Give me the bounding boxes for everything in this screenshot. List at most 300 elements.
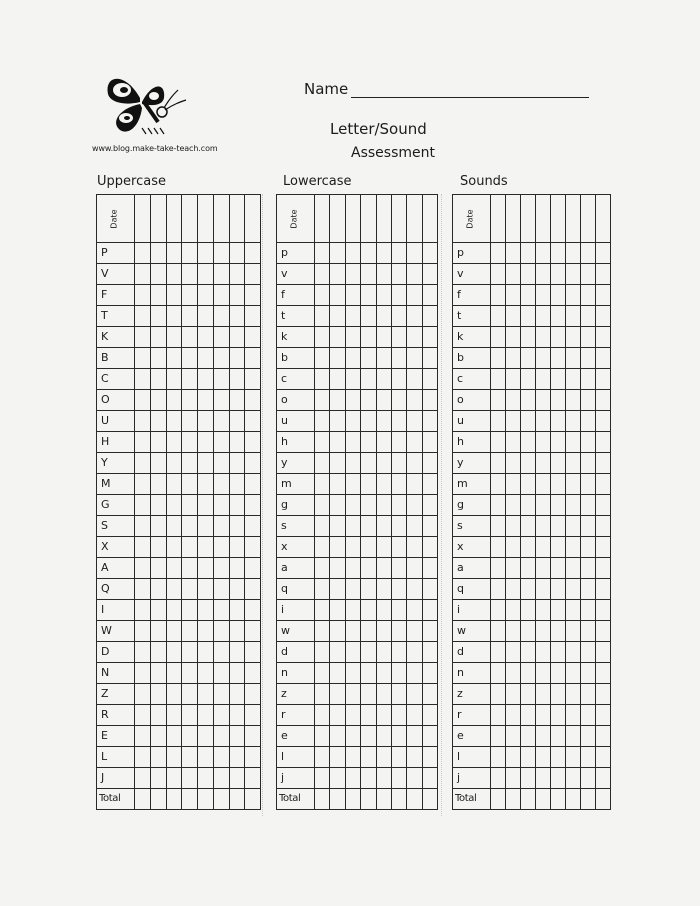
score-cell[interactable] xyxy=(361,264,376,285)
score-cell[interactable] xyxy=(596,558,611,579)
score-cell[interactable] xyxy=(229,348,245,369)
score-cell[interactable] xyxy=(551,348,566,369)
score-cell[interactable] xyxy=(213,474,229,495)
score-cell[interactable] xyxy=(551,558,566,579)
score-cell[interactable] xyxy=(407,285,422,306)
score-cell[interactable] xyxy=(182,495,198,516)
score-cell[interactable] xyxy=(506,495,521,516)
score-cell[interactable] xyxy=(391,348,406,369)
score-cell[interactable] xyxy=(150,243,166,264)
score-cell[interactable] xyxy=(330,705,345,726)
score-cell[interactable] xyxy=(551,474,566,495)
score-cell[interactable] xyxy=(391,705,406,726)
score-cell[interactable] xyxy=(596,642,611,663)
score-cell[interactable] xyxy=(491,453,506,474)
score-cell[interactable] xyxy=(166,747,182,768)
score-cell[interactable] xyxy=(330,264,345,285)
score-cell[interactable] xyxy=(315,537,330,558)
score-cell[interactable] xyxy=(135,789,151,810)
score-cell[interactable] xyxy=(166,537,182,558)
score-cell[interactable] xyxy=(422,264,437,285)
score-cell[interactable] xyxy=(135,768,151,789)
score-cell[interactable] xyxy=(581,663,596,684)
score-cell[interactable] xyxy=(506,516,521,537)
score-cell[interactable] xyxy=(330,495,345,516)
score-cell[interactable] xyxy=(135,726,151,747)
score-cell[interactable] xyxy=(361,726,376,747)
score-cell[interactable] xyxy=(315,369,330,390)
score-cell[interactable] xyxy=(551,642,566,663)
date-cell[interactable] xyxy=(506,195,521,243)
score-cell[interactable] xyxy=(491,264,506,285)
score-cell[interactable] xyxy=(182,642,198,663)
score-cell[interactable] xyxy=(166,411,182,432)
score-cell[interactable] xyxy=(361,579,376,600)
score-cell[interactable] xyxy=(245,516,261,537)
score-cell[interactable] xyxy=(213,768,229,789)
score-cell[interactable] xyxy=(166,663,182,684)
score-cell[interactable] xyxy=(376,285,391,306)
score-cell[interactable] xyxy=(521,453,536,474)
score-cell[interactable] xyxy=(345,516,360,537)
score-cell[interactable] xyxy=(315,600,330,621)
score-cell[interactable] xyxy=(150,390,166,411)
score-cell[interactable] xyxy=(229,306,245,327)
score-cell[interactable] xyxy=(198,558,214,579)
score-cell[interactable] xyxy=(229,411,245,432)
score-cell[interactable] xyxy=(361,600,376,621)
score-cell[interactable] xyxy=(345,705,360,726)
score-cell[interactable] xyxy=(213,747,229,768)
score-cell[interactable] xyxy=(150,495,166,516)
score-cell[interactable] xyxy=(198,579,214,600)
score-cell[interactable] xyxy=(491,684,506,705)
score-cell[interactable] xyxy=(315,411,330,432)
name-line[interactable] xyxy=(351,97,589,98)
score-cell[interactable] xyxy=(596,726,611,747)
score-cell[interactable] xyxy=(596,306,611,327)
date-cell[interactable] xyxy=(551,195,566,243)
score-cell[interactable] xyxy=(166,621,182,642)
score-cell[interactable] xyxy=(407,474,422,495)
score-cell[interactable] xyxy=(596,663,611,684)
date-cell[interactable] xyxy=(213,195,229,243)
score-cell[interactable] xyxy=(245,726,261,747)
score-cell[interactable] xyxy=(407,726,422,747)
score-cell[interactable] xyxy=(345,264,360,285)
score-cell[interactable] xyxy=(536,600,551,621)
score-cell[interactable] xyxy=(581,537,596,558)
score-cell[interactable] xyxy=(245,537,261,558)
score-cell[interactable] xyxy=(566,243,581,264)
score-cell[interactable] xyxy=(245,663,261,684)
date-cell[interactable] xyxy=(182,195,198,243)
score-cell[interactable] xyxy=(213,663,229,684)
score-cell[interactable] xyxy=(361,621,376,642)
score-cell[interactable] xyxy=(581,768,596,789)
score-cell[interactable] xyxy=(491,243,506,264)
score-cell[interactable] xyxy=(330,642,345,663)
score-cell[interactable] xyxy=(536,327,551,348)
score-cell[interactable] xyxy=(166,558,182,579)
score-cell[interactable] xyxy=(229,285,245,306)
score-cell[interactable] xyxy=(166,369,182,390)
score-cell[interactable] xyxy=(330,369,345,390)
score-cell[interactable] xyxy=(245,348,261,369)
score-cell[interactable] xyxy=(182,264,198,285)
score-cell[interactable] xyxy=(213,453,229,474)
score-cell[interactable] xyxy=(166,642,182,663)
score-cell[interactable] xyxy=(506,579,521,600)
score-cell[interactable] xyxy=(361,495,376,516)
score-cell[interactable] xyxy=(330,579,345,600)
score-cell[interactable] xyxy=(315,285,330,306)
score-cell[interactable] xyxy=(391,600,406,621)
score-cell[interactable] xyxy=(407,537,422,558)
score-cell[interactable] xyxy=(506,390,521,411)
score-cell[interactable] xyxy=(166,243,182,264)
score-cell[interactable] xyxy=(566,264,581,285)
score-cell[interactable] xyxy=(376,453,391,474)
score-cell[interactable] xyxy=(330,789,345,810)
score-cell[interactable] xyxy=(391,327,406,348)
score-cell[interactable] xyxy=(581,348,596,369)
date-cell[interactable] xyxy=(391,195,406,243)
score-cell[interactable] xyxy=(330,411,345,432)
score-cell[interactable] xyxy=(391,243,406,264)
score-cell[interactable] xyxy=(361,453,376,474)
score-cell[interactable] xyxy=(407,327,422,348)
score-cell[interactable] xyxy=(407,663,422,684)
score-cell[interactable] xyxy=(596,768,611,789)
score-cell[interactable] xyxy=(198,474,214,495)
score-cell[interactable] xyxy=(376,495,391,516)
score-cell[interactable] xyxy=(135,453,151,474)
score-cell[interactable] xyxy=(491,705,506,726)
score-cell[interactable] xyxy=(491,537,506,558)
score-cell[interactable] xyxy=(566,579,581,600)
score-cell[interactable] xyxy=(566,642,581,663)
score-cell[interactable] xyxy=(551,537,566,558)
score-cell[interactable] xyxy=(407,705,422,726)
score-cell[interactable] xyxy=(150,684,166,705)
score-cell[interactable] xyxy=(581,306,596,327)
score-cell[interactable] xyxy=(229,243,245,264)
score-cell[interactable] xyxy=(198,768,214,789)
score-cell[interactable] xyxy=(596,369,611,390)
score-cell[interactable] xyxy=(135,705,151,726)
score-cell[interactable] xyxy=(345,348,360,369)
score-cell[interactable] xyxy=(150,369,166,390)
score-cell[interactable] xyxy=(506,747,521,768)
score-cell[interactable] xyxy=(491,495,506,516)
score-cell[interactable] xyxy=(229,684,245,705)
score-cell[interactable] xyxy=(315,768,330,789)
score-cell[interactable] xyxy=(491,558,506,579)
score-cell[interactable] xyxy=(491,600,506,621)
score-cell[interactable] xyxy=(330,663,345,684)
score-cell[interactable] xyxy=(407,747,422,768)
score-cell[interactable] xyxy=(150,726,166,747)
score-cell[interactable] xyxy=(198,600,214,621)
score-cell[interactable] xyxy=(229,789,245,810)
score-cell[interactable] xyxy=(491,516,506,537)
score-cell[interactable] xyxy=(213,705,229,726)
score-cell[interactable] xyxy=(566,495,581,516)
score-cell[interactable] xyxy=(551,516,566,537)
score-cell[interactable] xyxy=(229,495,245,516)
score-cell[interactable] xyxy=(150,705,166,726)
score-cell[interactable] xyxy=(345,411,360,432)
score-cell[interactable] xyxy=(166,579,182,600)
score-cell[interactable] xyxy=(315,789,330,810)
score-cell[interactable] xyxy=(581,600,596,621)
score-cell[interactable] xyxy=(182,579,198,600)
score-cell[interactable] xyxy=(596,600,611,621)
score-cell[interactable] xyxy=(315,642,330,663)
score-cell[interactable] xyxy=(506,558,521,579)
score-cell[interactable] xyxy=(376,684,391,705)
score-cell[interactable] xyxy=(198,369,214,390)
score-cell[interactable] xyxy=(491,327,506,348)
score-cell[interactable] xyxy=(315,243,330,264)
score-cell[interactable] xyxy=(422,663,437,684)
score-cell[interactable] xyxy=(166,285,182,306)
score-cell[interactable] xyxy=(135,432,151,453)
score-cell[interactable] xyxy=(566,663,581,684)
score-cell[interactable] xyxy=(245,600,261,621)
score-cell[interactable] xyxy=(551,495,566,516)
date-cell[interactable] xyxy=(150,195,166,243)
score-cell[interactable] xyxy=(536,789,551,810)
score-cell[interactable] xyxy=(229,453,245,474)
score-cell[interactable] xyxy=(536,474,551,495)
score-cell[interactable] xyxy=(521,243,536,264)
score-cell[interactable] xyxy=(345,621,360,642)
score-cell[interactable] xyxy=(198,789,214,810)
score-cell[interactable] xyxy=(166,474,182,495)
score-cell[interactable] xyxy=(521,537,536,558)
score-cell[interactable] xyxy=(229,621,245,642)
score-cell[interactable] xyxy=(229,579,245,600)
score-cell[interactable] xyxy=(422,432,437,453)
score-cell[interactable] xyxy=(391,264,406,285)
score-cell[interactable] xyxy=(376,789,391,810)
score-cell[interactable] xyxy=(135,264,151,285)
score-cell[interactable] xyxy=(315,579,330,600)
score-cell[interactable] xyxy=(182,768,198,789)
score-cell[interactable] xyxy=(391,285,406,306)
date-cell[interactable] xyxy=(536,195,551,243)
score-cell[interactable] xyxy=(506,768,521,789)
score-cell[interactable] xyxy=(182,747,198,768)
score-cell[interactable] xyxy=(391,495,406,516)
score-cell[interactable] xyxy=(345,726,360,747)
score-cell[interactable] xyxy=(376,243,391,264)
score-cell[interactable] xyxy=(315,558,330,579)
score-cell[interactable] xyxy=(566,621,581,642)
score-cell[interactable] xyxy=(213,432,229,453)
score-cell[interactable] xyxy=(361,537,376,558)
score-cell[interactable] xyxy=(596,243,611,264)
score-cell[interactable] xyxy=(491,789,506,810)
score-cell[interactable] xyxy=(596,621,611,642)
date-cell[interactable] xyxy=(135,195,151,243)
score-cell[interactable] xyxy=(229,264,245,285)
score-cell[interactable] xyxy=(361,474,376,495)
score-cell[interactable] xyxy=(536,621,551,642)
score-cell[interactable] xyxy=(245,684,261,705)
score-cell[interactable] xyxy=(198,264,214,285)
score-cell[interactable] xyxy=(213,642,229,663)
score-cell[interactable] xyxy=(315,621,330,642)
score-cell[interactable] xyxy=(596,537,611,558)
score-cell[interactable] xyxy=(135,390,151,411)
score-cell[interactable] xyxy=(407,789,422,810)
score-cell[interactable] xyxy=(422,558,437,579)
score-cell[interactable] xyxy=(581,558,596,579)
score-cell[interactable] xyxy=(521,264,536,285)
score-cell[interactable] xyxy=(422,516,437,537)
score-cell[interactable] xyxy=(422,747,437,768)
score-cell[interactable] xyxy=(521,474,536,495)
score-cell[interactable] xyxy=(245,327,261,348)
score-cell[interactable] xyxy=(361,306,376,327)
score-cell[interactable] xyxy=(245,264,261,285)
score-cell[interactable] xyxy=(491,369,506,390)
score-cell[interactable] xyxy=(315,306,330,327)
score-cell[interactable] xyxy=(345,579,360,600)
score-cell[interactable] xyxy=(135,369,151,390)
score-cell[interactable] xyxy=(330,285,345,306)
score-cell[interactable] xyxy=(422,411,437,432)
score-cell[interactable] xyxy=(407,264,422,285)
score-cell[interactable] xyxy=(422,390,437,411)
score-cell[interactable] xyxy=(150,600,166,621)
score-cell[interactable] xyxy=(536,348,551,369)
score-cell[interactable] xyxy=(536,663,551,684)
score-cell[interactable] xyxy=(581,495,596,516)
score-cell[interactable] xyxy=(315,453,330,474)
score-cell[interactable] xyxy=(407,369,422,390)
score-cell[interactable] xyxy=(521,789,536,810)
score-cell[interactable] xyxy=(566,558,581,579)
score-cell[interactable] xyxy=(407,495,422,516)
score-cell[interactable] xyxy=(422,369,437,390)
score-cell[interactable] xyxy=(150,516,166,537)
score-cell[interactable] xyxy=(536,243,551,264)
score-cell[interactable] xyxy=(245,768,261,789)
score-cell[interactable] xyxy=(330,768,345,789)
date-cell[interactable] xyxy=(407,195,422,243)
score-cell[interactable] xyxy=(521,432,536,453)
score-cell[interactable] xyxy=(551,579,566,600)
score-cell[interactable] xyxy=(245,285,261,306)
score-cell[interactable] xyxy=(345,474,360,495)
score-cell[interactable] xyxy=(198,642,214,663)
date-cell[interactable] xyxy=(581,195,596,243)
score-cell[interactable] xyxy=(391,789,406,810)
score-cell[interactable] xyxy=(521,747,536,768)
score-cell[interactable] xyxy=(229,516,245,537)
score-cell[interactable] xyxy=(581,453,596,474)
score-cell[interactable] xyxy=(166,726,182,747)
score-cell[interactable] xyxy=(135,663,151,684)
score-cell[interactable] xyxy=(361,369,376,390)
date-cell[interactable] xyxy=(315,195,330,243)
score-cell[interactable] xyxy=(135,642,151,663)
score-cell[interactable] xyxy=(407,642,422,663)
score-cell[interactable] xyxy=(407,558,422,579)
score-cell[interactable] xyxy=(198,243,214,264)
score-cell[interactable] xyxy=(245,621,261,642)
score-cell[interactable] xyxy=(330,243,345,264)
score-cell[interactable] xyxy=(566,705,581,726)
score-cell[interactable] xyxy=(551,327,566,348)
date-cell[interactable] xyxy=(229,195,245,243)
score-cell[interactable] xyxy=(506,684,521,705)
score-cell[interactable] xyxy=(198,327,214,348)
score-cell[interactable] xyxy=(166,348,182,369)
score-cell[interactable] xyxy=(391,684,406,705)
score-cell[interactable] xyxy=(182,600,198,621)
score-cell[interactable] xyxy=(551,453,566,474)
score-cell[interactable] xyxy=(407,306,422,327)
score-cell[interactable] xyxy=(166,516,182,537)
score-cell[interactable] xyxy=(407,684,422,705)
score-cell[interactable] xyxy=(315,495,330,516)
score-cell[interactable] xyxy=(581,264,596,285)
score-cell[interactable] xyxy=(361,747,376,768)
score-cell[interactable] xyxy=(345,327,360,348)
score-cell[interactable] xyxy=(521,621,536,642)
score-cell[interactable] xyxy=(361,642,376,663)
score-cell[interactable] xyxy=(135,600,151,621)
score-cell[interactable] xyxy=(135,516,151,537)
score-cell[interactable] xyxy=(166,789,182,810)
date-cell[interactable] xyxy=(198,195,214,243)
score-cell[interactable] xyxy=(376,621,391,642)
score-cell[interactable] xyxy=(566,537,581,558)
score-cell[interactable] xyxy=(536,768,551,789)
score-cell[interactable] xyxy=(376,369,391,390)
score-cell[interactable] xyxy=(521,768,536,789)
score-cell[interactable] xyxy=(581,726,596,747)
score-cell[interactable] xyxy=(536,369,551,390)
score-cell[interactable] xyxy=(407,621,422,642)
score-cell[interactable] xyxy=(229,705,245,726)
score-cell[interactable] xyxy=(361,789,376,810)
score-cell[interactable] xyxy=(376,579,391,600)
score-cell[interactable] xyxy=(166,684,182,705)
score-cell[interactable] xyxy=(245,243,261,264)
score-cell[interactable] xyxy=(229,369,245,390)
score-cell[interactable] xyxy=(229,327,245,348)
score-cell[interactable] xyxy=(213,789,229,810)
score-cell[interactable] xyxy=(506,243,521,264)
score-cell[interactable] xyxy=(182,558,198,579)
score-cell[interactable] xyxy=(150,558,166,579)
score-cell[interactable] xyxy=(596,432,611,453)
score-cell[interactable] xyxy=(315,705,330,726)
score-cell[interactable] xyxy=(566,285,581,306)
score-cell[interactable] xyxy=(330,558,345,579)
score-cell[interactable] xyxy=(566,306,581,327)
score-cell[interactable] xyxy=(166,306,182,327)
score-cell[interactable] xyxy=(330,600,345,621)
score-cell[interactable] xyxy=(551,432,566,453)
score-cell[interactable] xyxy=(361,768,376,789)
